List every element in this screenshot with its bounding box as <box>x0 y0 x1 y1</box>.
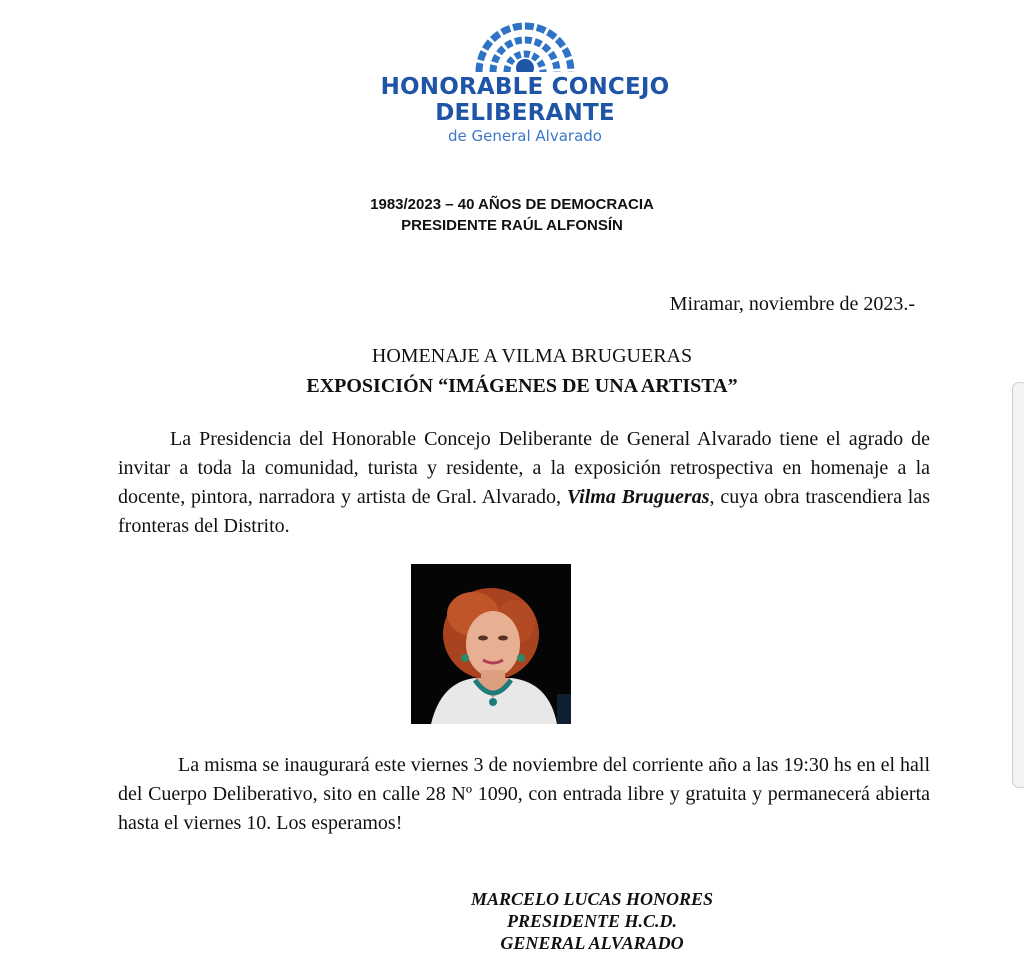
document-title: HOMENAJE A VILMA BRUGUERAS <box>371 345 693 367</box>
invitation-paragraph <box>118 425 930 541</box>
hcd-logo <box>380 22 670 146</box>
signer-district: GENERAL ALVARADO <box>500 933 684 953</box>
dome-arches-icon <box>473 22 577 74</box>
inauguration-paragraph <box>118 751 930 838</box>
scrollbar-thumb[interactable] <box>1012 382 1024 788</box>
logo-title-line2: DELIBERANTE <box>435 100 615 126</box>
paragraph1-end: , cuya obra trascendiera las fronteras del Distrito. <box>118 486 931 537</box>
motto-line2: PRESIDENTE RAÚL ALFONSÍN <box>401 217 623 234</box>
paragraph2-text: La misma se inaugurará este viernes 3 de noviembre del corriente año a las 19:30 hs en el hall del Cuerpo Deliberativo, sito en calle 28 Nº 1090, con entrada libre y gratuita y permanecerá abierta hasta el viernes 10. Los esperamos! <box>118 754 930 834</box>
signer-title: PRESIDENTE H.C.D. <box>506 911 678 931</box>
paragraph1-text: La Presidencia del Honorable Concejo Deliberante de General Alvarado tiene el agrado de invitar a toda la comunidad, turista y residente, a la exposición retrospectiva en homenaje a la docente, pintora, narradora y artista de Gral. Alvarado, <box>118 428 930 508</box>
artist-name: Vilma Brugueras <box>566 486 710 508</box>
motto-line1: 1983/2023 – 40 AÑOS DE DEMOCRACIA <box>370 196 654 213</box>
signer-name: MARCELO LUCAS HONORES <box>470 889 714 909</box>
logo-subtitle: de General Alvarado <box>448 127 602 145</box>
signature-block <box>410 888 774 954</box>
exhibition-title: EXPOSICIÓN “IMÁGENES DE UNA ARTISTA” <box>306 375 738 397</box>
document-date: Miramar, noviembre de 2023.- <box>669 293 915 315</box>
democracy-motto <box>0 194 1024 236</box>
logo-title-line1: HONORABLE CONCEJO <box>380 74 670 100</box>
portrait-photo <box>411 564 571 724</box>
